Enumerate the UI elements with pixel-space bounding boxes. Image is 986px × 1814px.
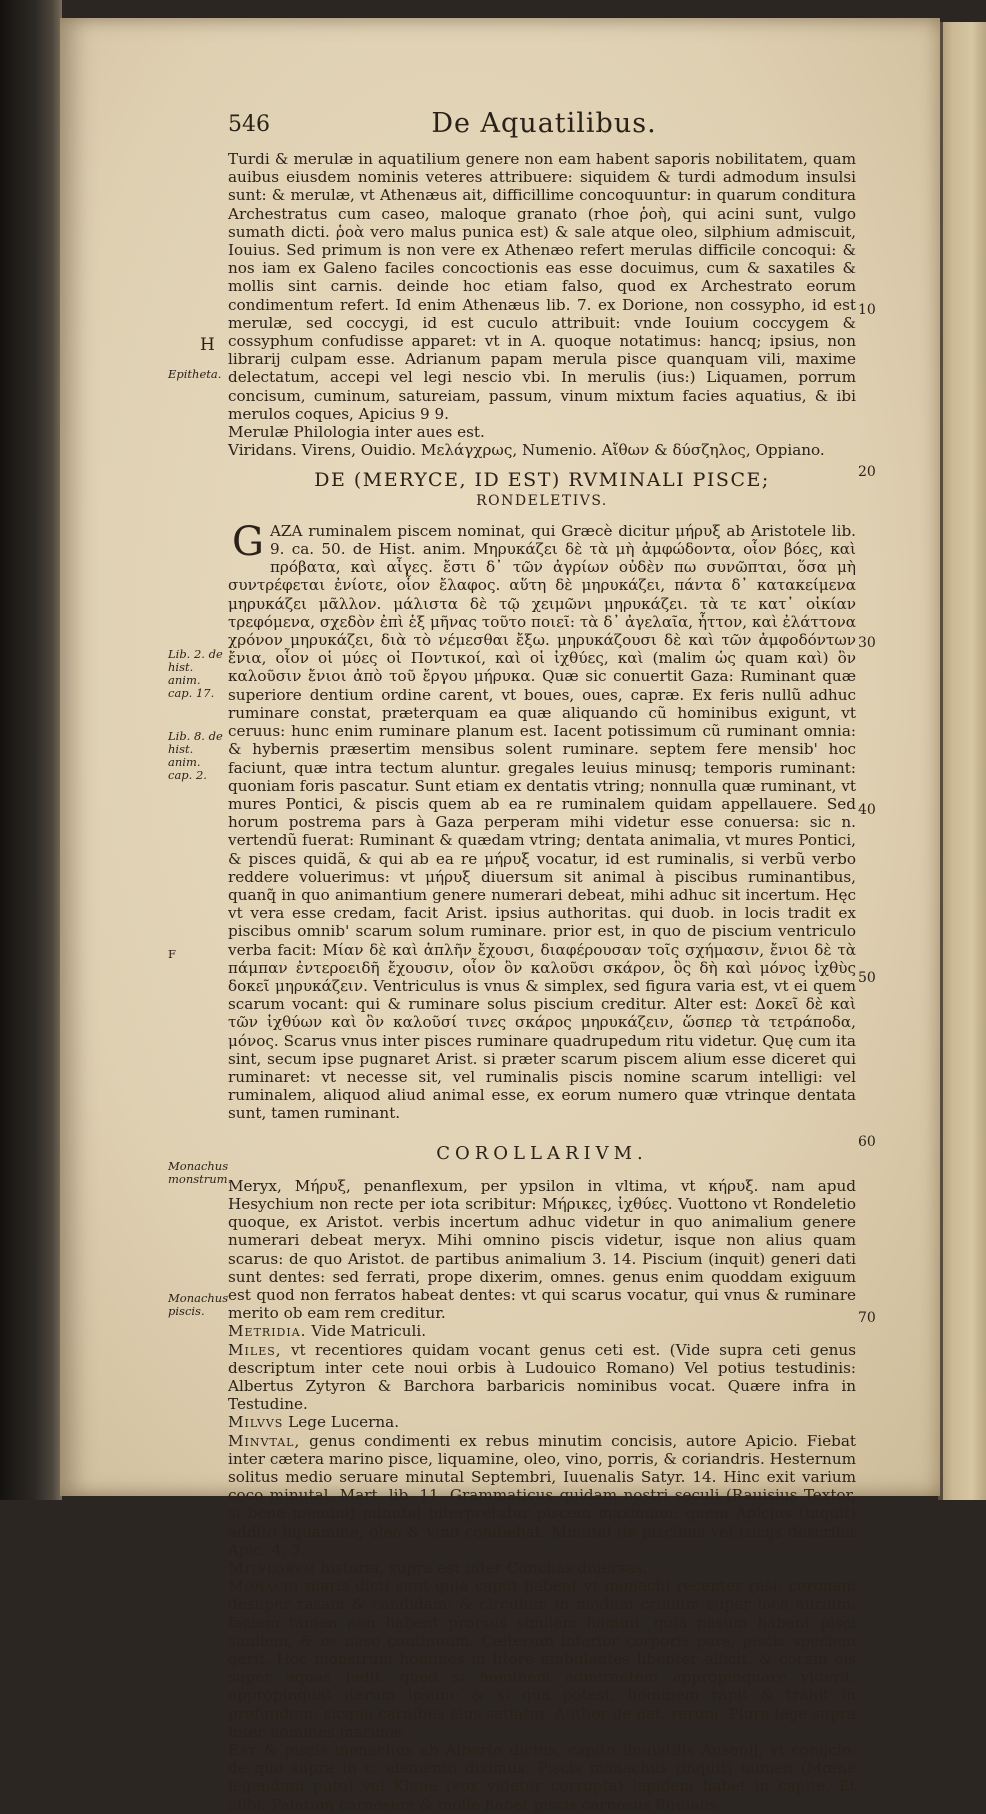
line-number-10: 10 xyxy=(858,302,876,318)
corollary-heading: COROLLARIVM. xyxy=(436,1142,648,1164)
entry-milvus xyxy=(228,1413,856,1431)
entry-minutal xyxy=(228,1432,856,1559)
section-heading: DE (MERYCE, ID EST) RVMINALI PISCE; xyxy=(314,469,770,492)
main-text xyxy=(228,150,856,1814)
entry-miles xyxy=(228,1341,856,1414)
entry-term: Est xyxy=(228,1741,257,1760)
section-author: RONDELETIVS. xyxy=(476,492,608,509)
entry-term: Mitvlorvm xyxy=(228,1559,316,1578)
entry-text: Lege Lucerna. xyxy=(288,1413,400,1432)
corollary-paragraph: Meryx, Μήρυξ, penanflexum, per ypsilon in vltima, vt κήρυξ. nam apud Hesychium non recte per iota scribitur: Μήρικες, ἰχθύες. Vuottono vt Rondeletio quoque, ex Aristot. verbis incertum adhuc videtur in quo animalium genere numerari debeat meryx. Mihi omnino piscis videtur, isque non alius quam scarus: de quo Aristot. de partibus animalium 3. 14. Piscium (inquit) generi dati sunt dentes: sed ferrati, prope dixerim, omnes. genus enim quoddam exiguum est quod non ferratos habeat dentes: vt qui scarus vocatur, qui vnus & ruminare merito ob eam rem creditur. xyxy=(228,1176,856,1323)
entry-term: Minvtal, xyxy=(228,1431,301,1450)
entry-term: Monachi xyxy=(228,1577,300,1596)
running-title: De Aquatilibus. xyxy=(431,108,657,139)
page-number: 546 xyxy=(228,112,270,137)
entry-text: vt recentiores quidam vocant genus ceti est. (Vide supra ceti genus descriptum inter cete noui orbis à Ludouico Romano) Vel potius testudinis: Albertus Zytyron & Barchora barbaricis nominibus vocat. Quære infra in Testudine. xyxy=(228,1340,856,1414)
section-letter-h: H xyxy=(200,335,215,355)
running-header xyxy=(228,108,860,146)
entry-text: maris dicti sunt quia caput habent vt monachi recenter rasi: coronam desuper rasam & candidam: & circulum in modum crinium super loca aurium: faciem tamen non habent prorsus similem homini: quia nasum habent pisci similem, & os naso continuum. Cæterum inferior corporis pars, piscis speciem gerit. Hoc monstrum homines in litore ambulantes libenter allicit, & coram eis super aquas ludit. quod si hominem admirantem appropinquare viderit, appropinquat iterum ipsum: & si qua potest, hominem rapit & trahit in profundum: sicque carnibus eius satiatur, Author de nat. rerum. Plura lege supra inter homines marinos. xyxy=(228,1577,857,1741)
line-number-30: 30 xyxy=(858,635,876,651)
entry-term: Miles, xyxy=(228,1340,282,1359)
margin-note-epitheta: Epitheta. xyxy=(168,367,222,381)
entry-text: historia, supra est inter Conchas diuersas. xyxy=(320,1559,648,1578)
margin-note-lib8: Lib. 8. de hist. anim. cap. 2. xyxy=(168,729,223,782)
intro-epitheta: Viridans. Virens, Ouidio. Μελάγχρως, Numenio. Αἴθων & δύσζηλος, Oppiano. xyxy=(228,441,825,460)
margin-note-monachus-monstrum: Monachus monstrum. xyxy=(168,1159,232,1186)
line-number-20: 20 xyxy=(858,464,876,480)
entry-monachus-piscis xyxy=(228,1741,856,1814)
entry-metridia xyxy=(228,1322,856,1340)
margin-note-monachus-piscis: Monachus piscis. xyxy=(168,1291,229,1318)
entry-term: Milvvs xyxy=(228,1413,284,1432)
entry-term: Metridia. xyxy=(228,1322,307,1341)
entry-mitulorum xyxy=(228,1559,856,1577)
intro-paragraph: Turdi & merulæ in aquatilium genere non eam habent saporis nobilitatem, quam auibus eiusdem nominis veteres attribuere: siquidem & turdi admodum insulsi sunt: & merulæ, vt Athenæus ait, difficillime concoquuntur: in quarum conditura Archestratus cum caseo, maloque granato (rhoe ῥοὴ, qui acini sunt, vulgo sumath dicti. ῥοὰ vero malus punica est) & sale atque oleo, silphium admiscuit, Iouius. Sed primum is non vere ex Athenæo refert merulas difficile concoqui: & nos iam ex Galeno faciles concoctionis eas esse docuimus, cum & saxatiles & mollis sint carnis. deinde hoc etiam falso, quod ex Archestrato eorum condimentum refert. Id enim Athenæus lib. 7. ex Dorione, non cossypho, id est merulæ, sed coccygi, id est cuculo attribuit: vnde Iouium coccygem & cossyphum confudisse apparet: vt in A. quoque notatimus: hancq; ipsius, non librarij culpam esse. Adrianum papam merula pisce quanquam vili, maxime delectatum, accepi vel legi nescio vbi. In merulis (ius:) Liquamen, porrum concisum, cuminum, satureiam, passum, vinum mixtum facies aquatius, & ibi merulos coques, Apicius 9 9. xyxy=(228,150,856,423)
line-number-60: 60 xyxy=(858,1134,876,1150)
entry-monachi xyxy=(228,1577,856,1741)
entry-text: genus condimenti ex rebus minutim concisis, autore Apicio. Fiebat inter cætera marino pisce, liquamine, oleo, vino, porris, & coriandris. Hesternum solitus medio seruare minutal Septembri, Iuuenalis Satyr. 14. Hinc exit varium coco minutal, Mart. lib. 11. Grammaticus quidam nostri seculi (Rauisius Textor, si bene memini) minutal interpretatur piscem maximum: quem Apicius (inquit) addito liquamine, oleo & vino condiebat. Minutal de piscibus vel isicijs describit Apic. 4. 3. xyxy=(228,1431,857,1559)
section-paragraph xyxy=(228,518,856,1123)
section-paragraph-text: AZA ruminalem piscem nominat, qui Græcè dicitur μήρυξ ab Aristotele lib. 9. ca. 50. de Hist. anim. Μηρυκάζει δὲ τὰ μὴ ἀμφώδοντα, οἷον βόες, καὶ πρόβατα, καὶ αἶγες. ἔστι δ᾽ τῶν ἀγρίων οὐδὲν πω συνῶπται, ὅσα μὴ συντρέφεται ἐνίοτε, οἷον ἔλαφος. αὕτη δὲ μηρυκάζει, πάντα δ᾽ κατακείμενα μηρυκάζει μᾶλλον. μάλιστα δὲ τῷ χειμῶνι μηρυκάζει. τὰ τε κατ᾽ οἰκίαν τρεφόμενα, σχεδὸν ἐπὶ ἑξ μῆνας τοῦτο ποιεῖ: τὰ δ᾽ ἀγελαῖα, ἧττον, καὶ ἐλάττονα χρόνον μηρυκάζει, διὰ τὸ νέμεσθαι ἔξω. μηρυκάζουσι δὲ καὶ τῶν ἀμφοδόντων ἔνια, οἷον οἱ μύες οἱ Ποντικοί, καὶ οἱ ἰχθύες, καὶ (malim ὡς quam καὶ) ὃν καλοῦσιν ἔνιοι ἀπὸ τοῦ ἔργου μήρυκα. Quæ sic conuertit Gaza: Ruminant quæ superiore dentium ordine carent, vt boues, oues, capræ. Ex feris nullũ adhuc ruminare constat, præterquam ea quæ aliquando cũ hominibus exigunt, vt ceruus: hunc enim ruminare planum est. Iacent potissimum cũ ruminant omnia: & hybernis præsertim mensibus solent ruminare. septem fere mensib' hoc faciunt, quæ intra tectum aluntur. gregales leuius minusq; temporis ruminant: quoniam foris pascatur. Sunt etiam ex dentatis vtring; nonnulla quæ ruminant, vt mures Pontici, & piscis quem ab ea re ruminalem quidam appellauere. Sed horum postrema pars à Gaza perperam mihi videtur esse conuersa: sic n. vertendũ fuerat: Ruminant & quædam vtring; dentata animalia, vt mures Pontici, & pisces quidã, & qui ab ea re μήρυξ vocatur, id est ruminalis, si verbũ verbo reddere voluerimus: vt μήρυξ diuersum sit animal à piscibus ruminantibus, quanq̃ in quo animantium genere numerari debeat, mihi adhuc sit incertum. Hęc vt vera esse credam, facit Arist. ipsius authoritas. qui duob. in locis tradit ex piscibus omnib' scarum solum ruminare. prior est, in quo de piscium ventriculo verba facit: Μίαν δὲ καὶ ἁπλῆν ἔχουσι, διαφέρουσαν τοῖς σχήμασιν, ἔνιοι δὲ τὰ πάμπαν ἐντεροειδῆ ἔχουσιν, οἷον ὃν καλοῦσι σκάρον, ὃς δὴ καὶ μόνος ἰχθὺς δοκεῖ μηρυκάζειν. Ventriculus is vnus & simplex, sed figura varia est, vt ei quem scarum vocant: qui & ruminare solus piscium creditur. Alter est: Δοκεῖ δὲ καὶ τῶν ἰχθύων καὶ ὃν καλοῦσί τινες σκάρος μηρυκάζειν, ὥσπερ τὰ τετράποδα, μόνος. Scarus vnus inter pisces ruminare quadrupedum ritu videtur. Quę cum ita sint, secum ipse pugnaret Arist. si præter scarum piscem alium esse diceret qui ruminaret: vt necesse sit, vel ruminalis piscis nomine scarum intelligi: vel ruminalem, aliquod aliud animal esse, ex eorum numero quæ vtrinque dentata sunt, tamen ruminant. xyxy=(228,521,856,1123)
facing-page-edge xyxy=(938,22,986,1500)
margin-symbol: F xyxy=(168,947,176,961)
line-number-50: 50 xyxy=(858,970,876,986)
entry-text: & piscis monachus ab Alberto dictus, capito fluuiatilis Ausonij, vt conijcio: de quo supra in c. elemento diximus. Piscis monachus (inquit) numen (Mœne legendum puto) vel Klane (vox videtur corrupta) lapidem habet in capite. Et alibi: Palatum carnosum & molle habet piscis carnosus fluuialis, xyxy=(228,1741,857,1814)
margin-note-lib2: Lib. 2. de hist. anim. cap. 17. xyxy=(168,647,223,700)
entry-text: Vide Matriculi. xyxy=(311,1322,427,1341)
book-spine xyxy=(0,0,62,1500)
drop-cap: G xyxy=(232,518,264,565)
intro-philologia: Merulæ Philologia inter aues est. xyxy=(228,423,485,442)
line-number-70: 70 xyxy=(858,1310,876,1326)
line-number-40: 40 xyxy=(858,802,876,818)
